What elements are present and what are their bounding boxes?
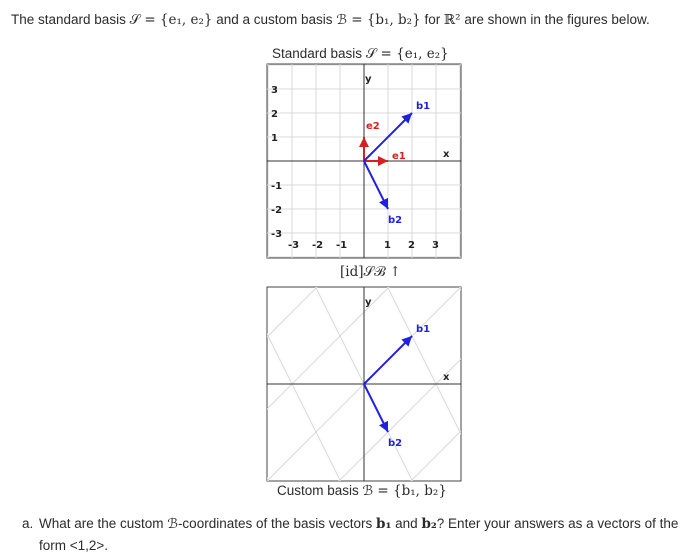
figure1-x-axis-label: x bbox=[443, 149, 450, 160]
figure1-caption-math: 𝒮 = {e₁, e₂} bbox=[365, 46, 449, 62]
y-tick-label: -2 bbox=[271, 205, 283, 216]
y-tick-label: 3 bbox=[271, 85, 278, 96]
question-text-2: -coordinates of the basis vectors bbox=[177, 516, 377, 531]
identity-transform-label: [id]𝒮ℬ ↑ bbox=[340, 264, 401, 280]
problem-intro bbox=[11, 12, 650, 28]
vector-b1-label: b1 bbox=[416, 324, 431, 335]
custom-basis-figure bbox=[267, 287, 461, 481]
y-tick-label: 2 bbox=[271, 109, 278, 120]
question-text-1: What are the custom bbox=[39, 516, 168, 531]
x-tick-label: -2 bbox=[312, 240, 324, 251]
vector-e1-label: e1 bbox=[392, 151, 406, 162]
figure1-y-axis-label: y bbox=[365, 74, 372, 85]
y-tick-label: 1 bbox=[271, 133, 278, 144]
vector-b1-label: b1 bbox=[416, 101, 431, 112]
question-label: a. bbox=[22, 516, 34, 531]
intro-text-2: and a custom basis bbox=[212, 12, 337, 27]
x-tick-label: -1 bbox=[336, 240, 348, 251]
vector-e2-label: e2 bbox=[366, 121, 380, 132]
standard-basis-figure bbox=[267, 64, 461, 258]
figure1-caption bbox=[272, 46, 449, 62]
x-tick-label: 2 bbox=[408, 240, 415, 251]
intro-text-1: The standard basis bbox=[11, 12, 130, 27]
question-a bbox=[22, 513, 692, 557]
y-tick-label: -3 bbox=[271, 229, 283, 240]
standard-basis-math: 𝒮 = {e₁, e₂} bbox=[129, 12, 213, 28]
vector-b2-label: b2 bbox=[388, 215, 403, 226]
x-tick-label: -3 bbox=[288, 240, 300, 251]
figure1-caption-text: Standard basis bbox=[272, 46, 366, 61]
x-tick-label: 3 bbox=[432, 240, 439, 251]
question-b2-math: b₂ bbox=[421, 516, 437, 532]
figure2-caption-text: Custom basis bbox=[277, 483, 363, 498]
skew-grid-line bbox=[460, 0, 700, 480]
figure2-x-axis-label: x bbox=[443, 372, 450, 383]
r2-math: ℝ² bbox=[443, 12, 461, 28]
intro-text-4: are shown in the figures below. bbox=[460, 12, 650, 27]
figure2-caption-math: ℬ = {b₁, b₂} bbox=[362, 483, 447, 499]
question-text-3: and bbox=[391, 516, 422, 531]
figure2-caption bbox=[277, 483, 447, 499]
question-text-4: ? Enter your answers as a vectors of the form <1,2>. bbox=[39, 516, 679, 553]
x-tick-label: 1 bbox=[384, 240, 391, 251]
figure2-y-axis-label: y bbox=[365, 297, 372, 308]
custom-basis-math: ℬ = {b₁, b₂} bbox=[336, 12, 421, 28]
question-basis-math: ℬ bbox=[167, 516, 178, 532]
intro-text-3: for bbox=[420, 12, 444, 27]
vector-b2-label: b2 bbox=[388, 438, 403, 449]
question-b1-math: b₁ bbox=[376, 516, 392, 532]
y-tick-label: -1 bbox=[271, 181, 283, 192]
